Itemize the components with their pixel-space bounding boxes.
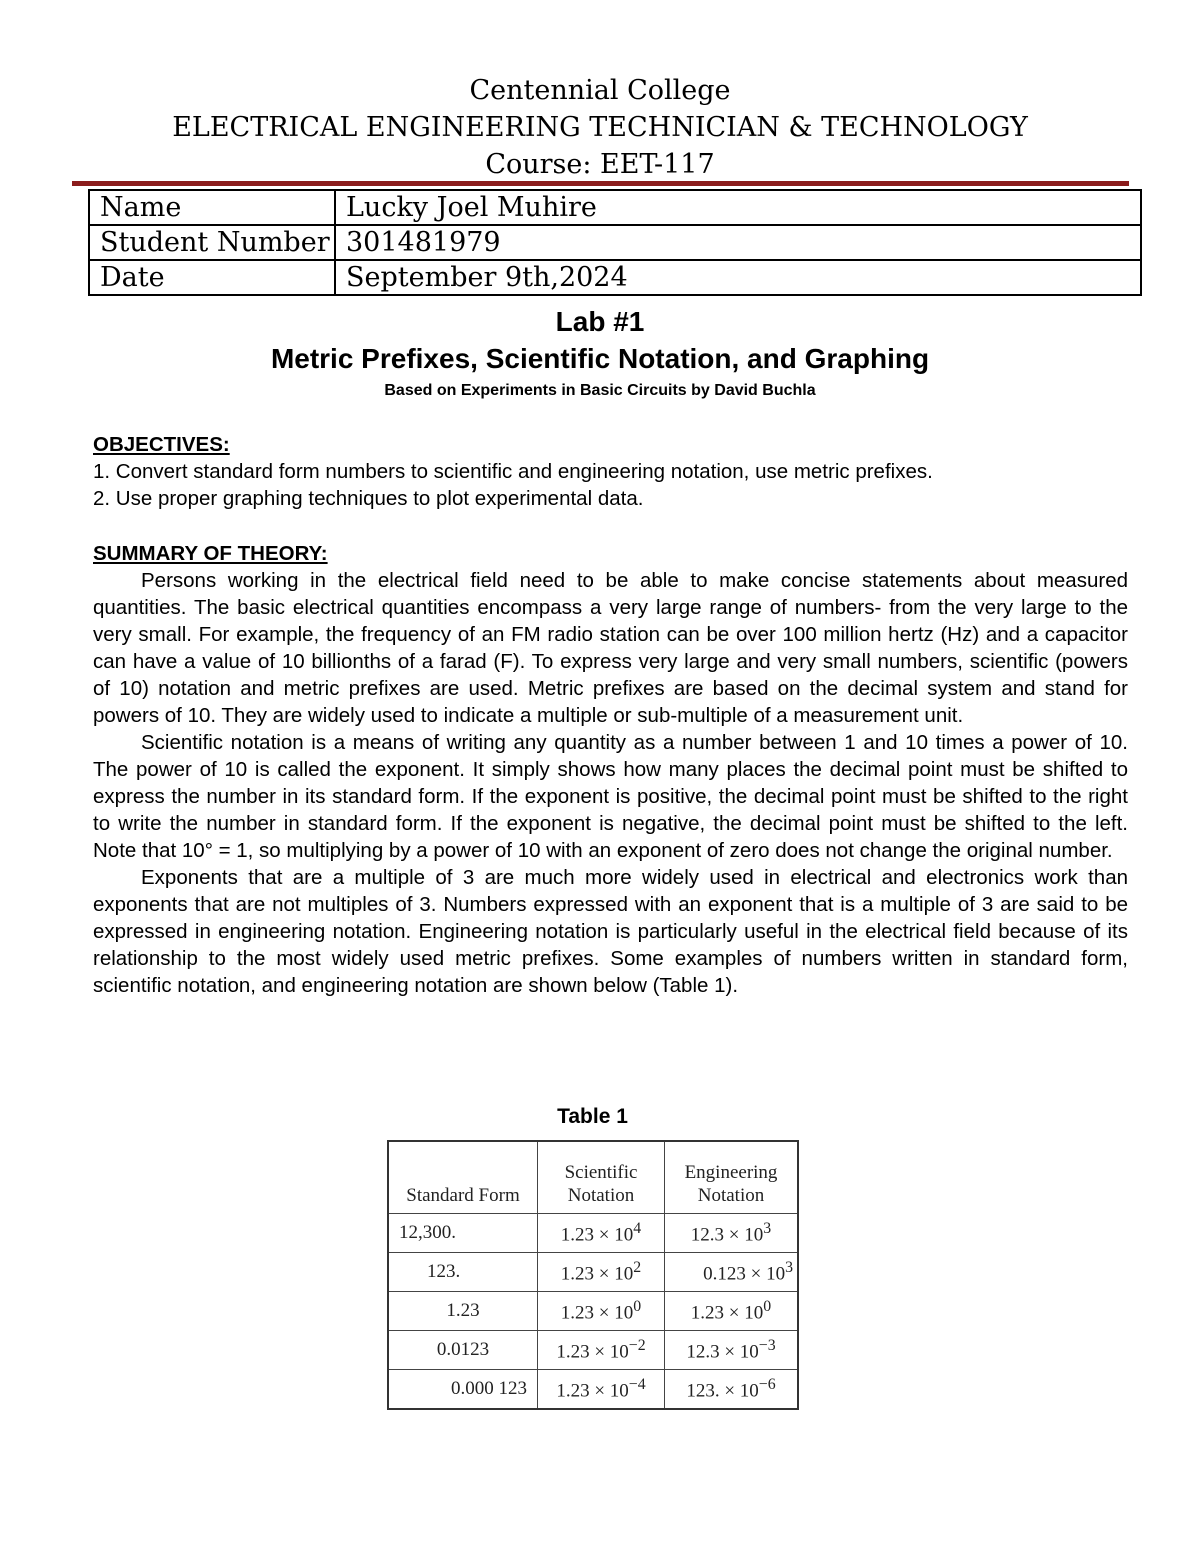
- objective-item: 1. Convert standard form numbers to scientific and engineering notation, use metric prefixes.: [93, 460, 933, 483]
- theory-paragraph: Exponents that are a multiple of 3 are much more widely used in electrical and electronics work than exponents that are not multiples of 3. Numbers expressed with an exponent that is a multiple of 3 are said to be expressed in engineering notation. Engineering notation is particularly useful in the electrical field because of its relationship to the most widely used metric prefixes. Some examples of numbers written in standard form, scientific notation, and engineering notation are shown below (Table 1).: [93, 866, 1128, 997]
- lab-source: Based on Experiments in Basic Circuits by David Buchla: [384, 382, 816, 399]
- program-name: ELECTRICAL ENGINEERING TECHNICIAN & TECHNOLOGY: [172, 112, 1028, 143]
- standard-cell: 123.: [388, 1253, 538, 1292]
- objectives-heading: OBJECTIVES:: [93, 433, 230, 456]
- engineering-cell: $0.123 \times 10^3$: [665, 1253, 799, 1292]
- objective-item: 2. Use proper graphing techniques to plot experimental data.: [93, 487, 644, 510]
- theory-paragraph: Scientific notation is a means of writing any quantity as a number between 1 and 10 times a power of 10. The power of 10 is called the exponent. It simply shows how many places the decimal point must be shifted to express the number in its standard form. If the exponent is positive, the decimal point must be shifted to the right to write the number in standard form. If the exponent is negative, the decimal point must be shifted to the left. Note that 10° = 1, so multiplying by a power of 10 with an exponent of zero does not change the original number.: [93, 731, 1128, 862]
- table-row: [89, 225, 1141, 260]
- standard-cell: 12,300.: [388, 1214, 538, 1253]
- lab-title: Metric Prefixes, Scientific Notation, and Graphing: [270, 343, 930, 374]
- theory-section: [93, 540, 1128, 999]
- student-number-value: 301481979: [335, 225, 1141, 260]
- standard-cell: 0.000 123: [388, 1370, 538, 1410]
- header-scientific-notation: Scientific Notation: [538, 1141, 665, 1214]
- date-value: September 9th,2024: [335, 260, 1141, 295]
- table-row: [388, 1292, 798, 1331]
- name-value: Lucky Joel Muhire: [335, 190, 1141, 225]
- engineering-cell: $12.3 \times 10^3$: [665, 1214, 799, 1253]
- notation-table: [387, 1140, 799, 1410]
- standard-cell: 1.23: [388, 1292, 538, 1331]
- table-row: [89, 190, 1141, 225]
- table-row: [388, 1370, 798, 1410]
- header-divider: [72, 181, 1129, 186]
- lab-number: Lab #1: [555, 306, 645, 337]
- table-row: [388, 1214, 798, 1253]
- scientific-cell: $1.23 \times 10^{-2}$: [538, 1331, 665, 1370]
- header-standard-form: Standard Form: [388, 1141, 538, 1214]
- scientific-cell: $1.23 \times 10^2$: [538, 1253, 665, 1292]
- student-info-table: [88, 189, 1142, 296]
- name-label: Name: [89, 190, 335, 225]
- engineering-cell: $1.23 \times 10^0$: [665, 1292, 799, 1331]
- scientific-cell: $1.23 \times 10^{-4}$: [538, 1370, 665, 1410]
- objectives-section: [93, 431, 1128, 512]
- standard-cell: 0.0123: [388, 1331, 538, 1370]
- scientific-cell: $1.23 \times 10^0$: [538, 1292, 665, 1331]
- table-row: [388, 1331, 798, 1370]
- table-header-row: [388, 1141, 798, 1214]
- engineering-cell: 123. × $10^{-6}$: [665, 1370, 799, 1410]
- scientific-cell: $1.23 \times 10^4$: [538, 1214, 665, 1253]
- theory-paragraph: Persons working in the electrical field need to be able to make concise statements about measured quantities. The basic electrical quantities encompass a very large range of numbers- from the very large to the very small. For example, the frequency of an FM radio station can be over 100 million hertz (Hz) and a capacitor can have a value of 10 billionths of a farad (F). To express very large and very small numbers, scientific (powers of 10) notation and metric prefixes are used. Metric prefixes are based on the decimal system and stand for powers of 10. They are widely used to indicate a multiple or sub-multiple of a measurement unit.: [93, 569, 1128, 727]
- table-row: [89, 260, 1141, 295]
- header-engineering-notation: Engineering Notation: [665, 1141, 799, 1214]
- table1-caption: Table 1: [557, 1105, 628, 1128]
- theory-heading: SUMMARY OF THEORY:: [93, 542, 328, 565]
- document-header: [0, 72, 1200, 183]
- course-code: Course: EET-117: [485, 149, 715, 180]
- engineering-cell: $12.3 \times 10^{-3}$: [665, 1331, 799, 1370]
- student-number-label: Student Number: [89, 225, 335, 260]
- college-name: Centennial College: [469, 75, 731, 106]
- date-label: Date: [89, 260, 335, 295]
- table-row: [388, 1253, 798, 1292]
